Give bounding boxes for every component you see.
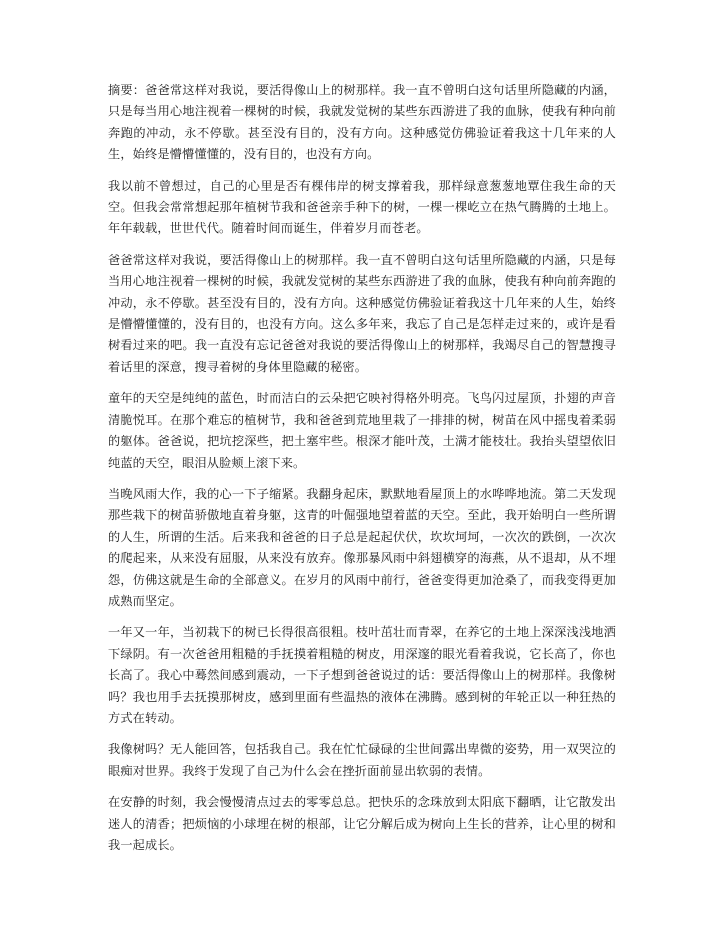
body-paragraph: 一年又一年，当初栽下的树已长得很高很粗。枝叶茁壮而青翠，在养它的土地上深深浅浅地洒下绿阴。有一次爸爸用粗糙的手抚摸着粗糙的树皮，用深邃的眼光看着我说，它长高了，你也长高了。我心中蓦然间感到震动，一下子想到爸爸说过的话：要活得像山上的树那样。我像树吗？我也用手去抚摸那树皮，感到里面有些温热的液体在沸腾。感到树的年轮正以一种狂热的方式在转动。: [108, 625, 616, 725]
abstract-paragraph: 摘要：爸爸常这样对我说，要活得像山上的树那样。我一直不曾明白这句话里所隐藏的内涵，只是每当用心地注视着一棵树的时候，我就发觉树的某些东西游进了我的血脉，使我有种向前奔跑的冲动，永不停歇。甚至没有目的，没有方向。这种感觉仿佛验证着我这十几年来的人生，始终是懵懵懂懂的，没有目的，也没有方向。: [108, 83, 616, 162]
body-paragraph: 我以前不曾想过，自己的心里是否有棵伟岸的树支撑着我，那样绿意葱葱地覃住我生命的天空。但我会常常想起那年植树节我和爸爸亲手种下的树，一棵一棵屹立在热气腾腾的土地上。年年载载，世世代代。随着时间而诞生，伴着岁月而苍老。: [108, 178, 616, 236]
body-paragraph: 童年的天空是纯纯的蓝色，时而洁白的云朵把它映衬得格外明亮。飞鸟闪过屋顶，扑翅的声音清脆悦耳。在那个难忘的植树节，我和爸爸到荒地里栽了一排排的树，树苗在风中摇曳着柔弱的躯体。爸爸说，把坑挖深些，把土塞牢些。根深才能叶茂，土满才能枝壮。我抬头望望依旧纯蓝的天空，眼泪从脸颊上滚下来。: [108, 391, 616, 470]
body-paragraph: 我像树吗？无人能回答，包括我自己。我在忙忙碌碌的尘世间露出卑微的姿势，用一双哭泣的眼痴对世界。我终于发现了自己为什么会在挫折面前显出软弱的表情。: [108, 742, 616, 778]
body-paragraph: 当晚风雨大作，我的心一下子缩紧。我翻身起床，默默地看屋顶上的水哗哗地流。第二天发现那些栽下的树苗骄傲地直着身躯，这青的叶倔强地望着蓝的天空。至此，我开始明白一些所谓的人生，所谓的生活。后来我和爸爸的日子总是起起伏伏，坎坎坷坷，一次次的跌倒，一次次的爬起来，从来没有屈服，从来没有放弃。像那暴风雨中斜翅横穿的海燕，从不退却，从不埋怨，仿佛这就是生命的全部意义。在岁月的风雨中前行，爸爸变得更加沧桑了，而我变得更加成熟而坚定。: [108, 486, 616, 608]
body-paragraph: 爸爸常这样对我说，要活得像山上的树那样。我一直不曾明白这句话里所隐藏的内涵，只是每当用心地注视着一棵树的时候，我就发觉树的某些东西游进了我的血脉，使我有种向前奔跑的冲动，永不停歇。甚至没有目的，没有方向。这种感觉仿佛验证着我这十几年来的人生，始终是懵懵懂懂的，没有目的，也没有方向。这么多年来，我忘了自己是怎样走过来的，或许是看树看过来的吧。我一直没有忘记爸爸对我说的要活得像山上的树那样，我竭尽自己的智慧搜寻着话里的深意，搜寻着树的身体里隐藏的秘密。: [108, 252, 616, 374]
document-body: [108, 80, 616, 866]
body-paragraph: 在安静的时刻，我会慢慢清点过去的零零总总。把快乐的念珠放到太阳底下翻晒，让它散发出迷人的清香；把烦恼的小球埋在树的根部，让它分解后成为树向上生长的营养，让心里的树和我一起成长。: [108, 795, 616, 852]
